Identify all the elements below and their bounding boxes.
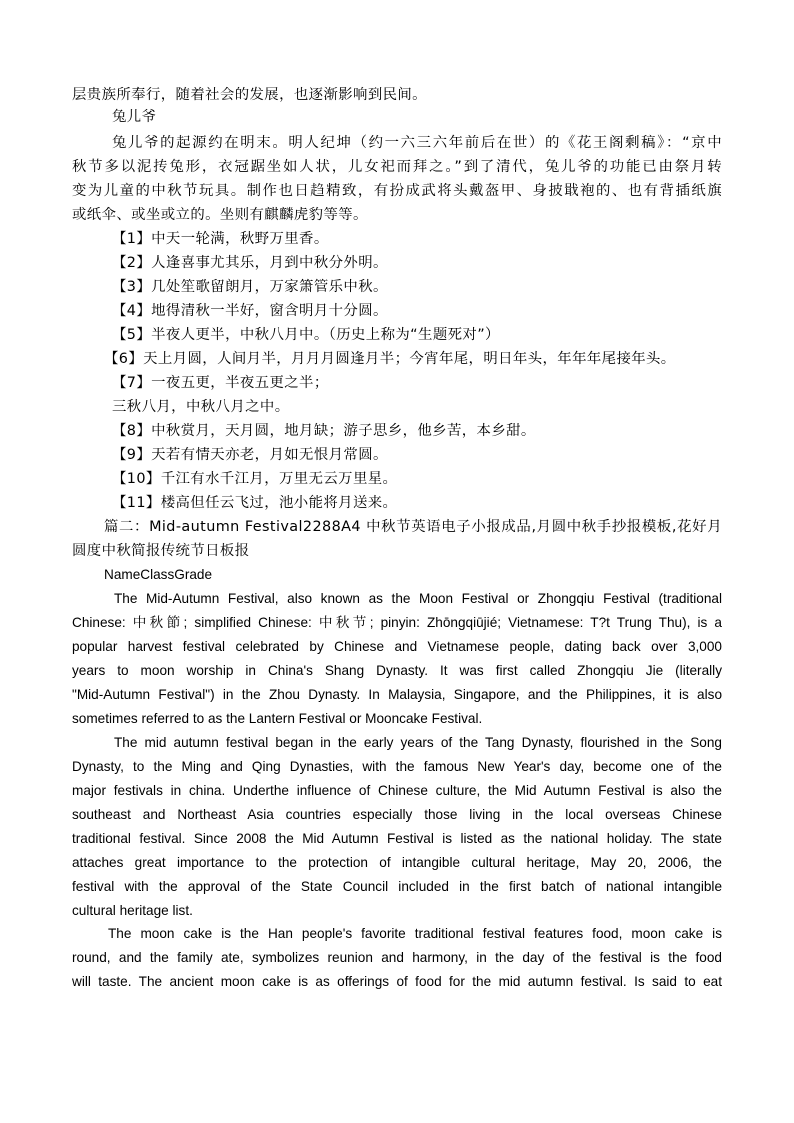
text-line: 【1】中天一轮满，秋野万里香。 — [112, 231, 329, 247]
text-line: 【6】天上月圆，人间月半，月月月圆逢月半；今宵年尾，明日年头，年年年尾接年头。 — [104, 351, 676, 367]
text-line: 圆度中秋简报传统节日板报 — [72, 543, 250, 559]
text-line: 【7】一夜五更，半夜五更之半； — [112, 375, 329, 391]
text-line: 篇二：Mid-autumn Festival2288A4 中秋节英语电子小报成品,月圆中秋手抄报模板,花好月 — [104, 519, 722, 535]
text-line: 【5】半夜人更半，中秋八月中。（历史上称为“生题死对”） — [112, 327, 500, 343]
text-line: The Mid-Autumn Festival, also known as the Moon Festival or Zhongqiu Festival (traditional — [114, 591, 722, 606]
text-line: round, and the family ate, symbolizes reunion and harmony, in the day of the festival is the food — [72, 950, 722, 965]
text-line: sometimes referred to as the Lantern Festival or Mooncake Festival. — [72, 711, 483, 726]
text-line: 【3】几处笙歌留朗月，万家箫管乐中秋。 — [112, 279, 388, 295]
text-line: 【2】人逢喜事尤其乐，月到中秋分外明。 — [112, 255, 388, 271]
text-line: Dynasty, to the Ming and Qing Dynasties, with the famous New Year's day, become one of the — [72, 759, 722, 774]
text-line: 兔儿爷 — [112, 109, 157, 125]
text-line: NameClassGrade — [104, 567, 213, 582]
text-line: 三秋八月，中秋八月之中。 — [112, 399, 290, 415]
text-line: 【9】天若有情天亦老，月如无恨月常圆。 — [112, 447, 388, 463]
text-line: southeast and Northeast Asia countries especially those living in the local overseas Chinese — [72, 807, 722, 822]
text-line: festival with the approval of the State Council included in the first batch of national intangible — [72, 879, 722, 894]
text-line: 【4】地得清秋一半好，窗含明月十分圆。 — [112, 303, 388, 319]
text-line: 层贵族所奉行，随着社会的发展，也逐渐影响到民间。 — [72, 87, 427, 103]
text-line: years to moon worship in China's Shang Dynasty. It was first called Zhongqiu Jie (literally — [72, 663, 722, 678]
text-line: 【11】楼高但任云飞过，池小能将月送来。 — [112, 495, 398, 511]
text-line: 变为儿童的中秋节玩具。制作也日趋精致，有扮成武将头戴盔甲、身披戢袍的、也有背插纸旗 — [72, 183, 722, 199]
text-line: will taste. The ancient moon cake is as offerings of food for the mid autumn festival. Is said to eat — [72, 974, 722, 989]
text-line: traditional festival. Since 2008 the Mid Autumn Festival is listed as the national holiday. The state — [72, 831, 722, 846]
text-line: 【10】千江有水千江月，万里无云万里星。 — [112, 471, 398, 487]
text-line: major festivals in china. Underthe influence of Chinese culture, the Mid Autumn Festival is also the — [72, 783, 722, 798]
text-line: attaches great importance to the protection of intangible cultural heritage, May 20, 2006, the — [72, 855, 722, 870]
text-line: 【8】中秋赏月，天月圆，地月缺；游子思乡，他乡苦，本乡甜。 — [112, 423, 536, 439]
text-line: popular harvest festival celebrated by Chinese and Vietnamese people, dating back over 3,000 — [72, 639, 722, 654]
text-line: 兔儿爷的起源约在明末。明人纪坤（约一六三六年前后在世）的《花王阁剩稿》：“京中 — [112, 135, 722, 151]
text-line: The moon cake is the Han people's favorite traditional festival features food, moon cake is — [108, 926, 722, 941]
text-line: 或纸伞、或坐或立的。坐则有麒麟虎豹等等。 — [72, 207, 368, 223]
text-line: cultural heritage list. — [72, 903, 193, 918]
text-line: The mid autumn festival began in the early years of the Tang Dynasty, flourished in the Song — [114, 735, 722, 750]
text-line: "Mid-Autumn Festival") in the Zhou Dynasty. In Malaysia, Singapore, and the Philippines, it is also — [72, 687, 722, 702]
text-line: 秋节多以泥抟兔形，衣冠踞坐如人状，儿女祀而拜之。”到了清代，兔儿爷的功能已由祭月转 — [72, 159, 722, 175]
text-line: Chinese: 中秋節; simplified Chinese: 中秋节; pinyin: Zhōngqiūjié; Vietnamese: T?t Trung Thu), is a — [72, 615, 722, 630]
